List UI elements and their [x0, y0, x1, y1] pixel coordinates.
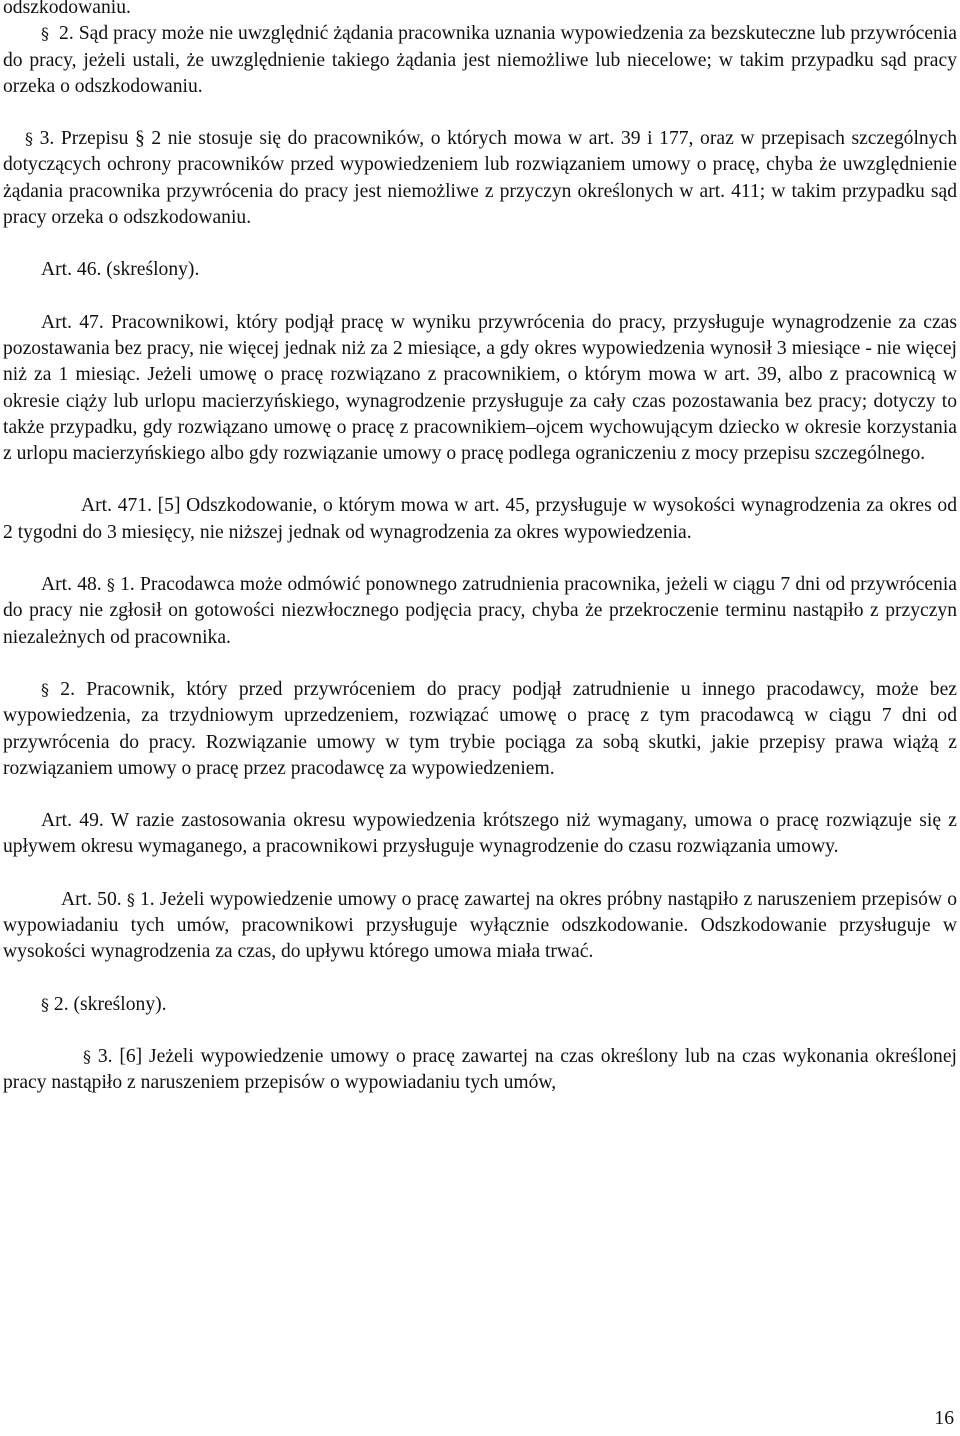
page-number: 16: [934, 1408, 954, 1429]
section-symbol: §: [41, 679, 49, 699]
paragraph-art47: Art. 47. Pracownikowi, który podjął pracę w wyniku przywrócenia do pracy, przysługuje wynagrodzenie za czas pozostawania bez pracy, nie więcej jednak niż za 2 miesiące, a gdy okres wypowiedzenia wynosił 3 miesiące - nie więcej niż za 1 miesiąc. Jeżeli umowę o pracę rozwiązano z pracownikiem, o którym mowa w art. 39, albo z pracownicą w okresie ciąży lub urlopu macierzyńskiego, wynagrodzenie przysługuje za cały czas pozostawania bez pracy; dotyczy to także przypadku, gdy rozwiązano umowę o pracę z pracownikiem–ojcem wychowującym dziecko w okresie korzystania z urlopu macierzyńskiego albo gdy rozwiązanie umowy o pracę podlega ograniczeniu z mocy przepisu szczególnego.: [3, 311, 957, 465]
paragraph-art48-sec2: § 2. Pracownik, który przed przywróceniem do pracy podjął zatrudnienie u innego pracodawcy, może bez wypowiedzenia, za trzydniowym uprzedzeniem, rozwiązać umowę o pracę z tym pracodawcą w ciągu 7 dni od przywrócenia do pracy. Rozwiązanie umowy w tym trybie pociąga za sobą skutki, jakie przepisy prawa wiążą z rozwiązaniem umowy o pracę przez pracodawcę za wypowiedzeniem.: [3, 678, 957, 779]
paragraph-art50-sec1: Art. 50. § 1. Jeżeli wypowiedzenie umowy o pracę zawartej na okres próbny nastąpiło z naruszeniem przepisów o wypowiadaniu tych umów, pracownikowi przysługuje wyłącznie odszkodowanie. Odszkodowanie przysługuje w wysokości wynagrodzenia za czas, do upływu którego umowa miała trwać.: [3, 888, 958, 963]
paragraph-art50-sec2: § 2. (skreślony).: [41, 993, 167, 1015]
document-body: [3, 0, 957, 1097]
paragraph-art49: Art. 49. W razie zastosowania okresu wypowiedzenia krótszego niż wymagany, umowa o pracę rozwiązuje się z upływem okresu wymaganego, a pracownikowi przysługuje wynagrodzenie do czasu rozwiązania umowy.: [3, 810, 957, 858]
section-symbol: §: [83, 1046, 91, 1066]
paragraph-art47-1: Art. 471. [5] Odszkodowanie, o którym mowa w art. 45, przysługuje w wysokości wynagrodzenia za okres od 2 tygodni do 3 miesięcy, nie niższej jednak od wynagrodzenia za okres wypowiedzenia.: [3, 495, 957, 543]
paragraph-art50-sec3: § 3. [6] Jeżeli wypowiedzenie umowy o pracę zawartej na czas określony lub na czas wykonania określonej pracy nastąpiło z naruszeniem przepisów o wypowiadaniu tych umów,: [3, 1045, 957, 1094]
section-symbol: §: [41, 24, 49, 44]
section-symbol: §: [106, 575, 115, 595]
paragraph-art45-sec3: § 3. Przepisu § 2 nie stosuje się do pracowników, o których mowa w art. 39 i 177, oraz w przepisach szczególnych dotyczących ochrony pracowników przed wypowiedzeniem lub rozwiązaniem umowy o pracę, chyba że uwzględnienie żądania pracownika przywrócenia do pracy jest niemożliwe z przyczyn określonych w art. 411; w takim przypadku sąd pracy orzeka o odszkodowaniu.: [3, 128, 958, 229]
paragraph-art48-sec1: Art. 48. § 1. Pracodawca może odmówić ponownego zatrudnienia pracownika, jeżeli w ciągu 7 dni od przywrócenia do pracy nie zgłosił on gotowości niezwłocznego podjęcia pracy, chyba że przekroczenie terminu nastąpiło z przyczyn niezależnych od pracownika.: [3, 574, 957, 648]
paragraph-continuation: odszkodowaniu.: [3, 0, 131, 18]
paragraph-art45-sec2: § 2. Sąd pracy może nie uwzględnić żądania pracownika uznania wypowiedzenia za bezskuteczne lub przywrócenia do pracy, jeżeli ustali, że uwzględnienie takiego żądania jest niemożliwe lub niecelowe; w takim przypadku sąd pracy orzeka o odszkodowaniu.: [3, 23, 957, 97]
section-symbol: §: [41, 994, 49, 1014]
section-symbol: §: [25, 129, 33, 149]
paragraph-art46: Art. 46. (skreślony).: [41, 259, 200, 281]
section-symbol: §: [126, 889, 135, 909]
